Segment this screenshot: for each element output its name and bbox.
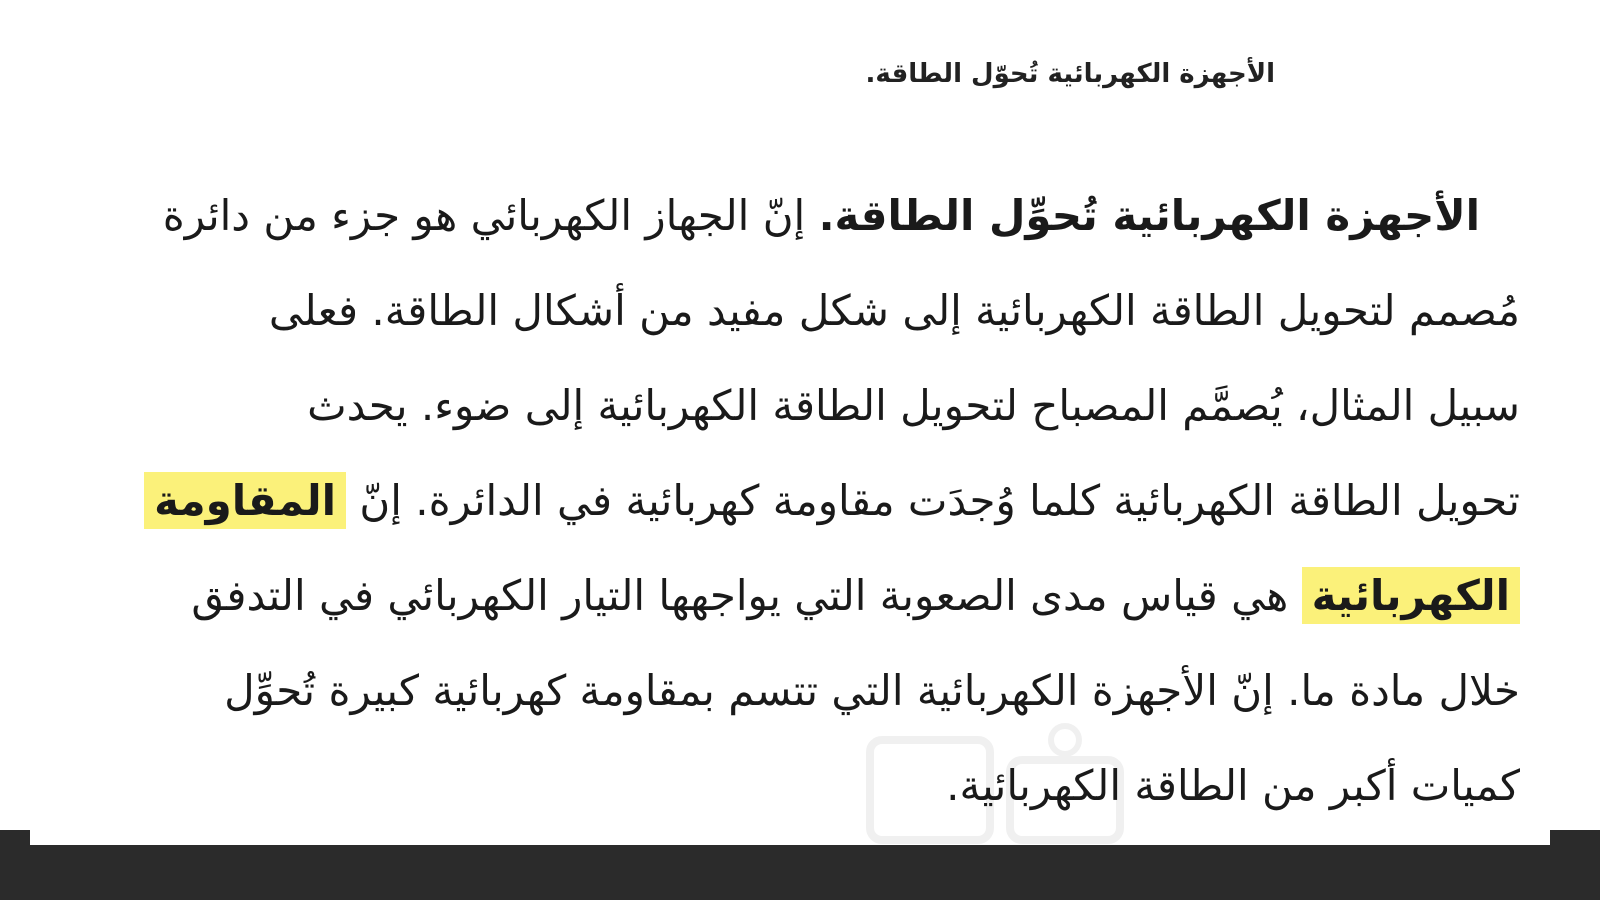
line-4-text: تحويل الطاقة الكهربائية كلما وُجدَت مقاومة كهربائية في الدائرة. إنّ	[346, 476, 1520, 525]
body-paragraph	[120, 168, 1520, 833]
line-5-text: هي قياس مدى الصعوبة التي يواجهها التيار الكهربائي في التدفق	[191, 571, 1302, 620]
paragraph-line-1	[120, 168, 1520, 263]
paragraph-line-3: سبيل المثال، يُصمَّم المصباح لتحويل الطاقة الكهربائية إلى ضوء. يحدث	[307, 381, 1520, 430]
highlighted-term-electrical: الكهربائية	[1302, 567, 1520, 624]
page-title: الأجهزة الكهربائية تُحوّل الطاقة.	[865, 59, 1275, 89]
highlighted-term-resistance: المقاومة	[144, 472, 346, 529]
lead-sentence: الأجهزة الكهربائية تُحوِّل الطاقة.	[818, 191, 1480, 240]
paragraph-line-6: خلال مادة ما. إنّ الأجهزة الكهربائية التي تتسم بمقاومة كهربائية كبيرة تُحوِّل	[224, 666, 1520, 715]
paragraph-line-2: مُصمم لتحويل الطاقة الكهربائية إلى شكل مفيد من أشكال الطاقة. فعلى	[268, 286, 1520, 335]
line-1-text: إنّ الجهاز الكهربائي هو جزء من دائرة	[162, 191, 819, 240]
paragraph-line-7: كميات أكبر من الطاقة الكهربائية.	[946, 761, 1520, 810]
footer-bar	[0, 845, 1600, 900]
paragraph-line-5	[120, 548, 1520, 643]
paragraph-line-4	[120, 453, 1520, 548]
